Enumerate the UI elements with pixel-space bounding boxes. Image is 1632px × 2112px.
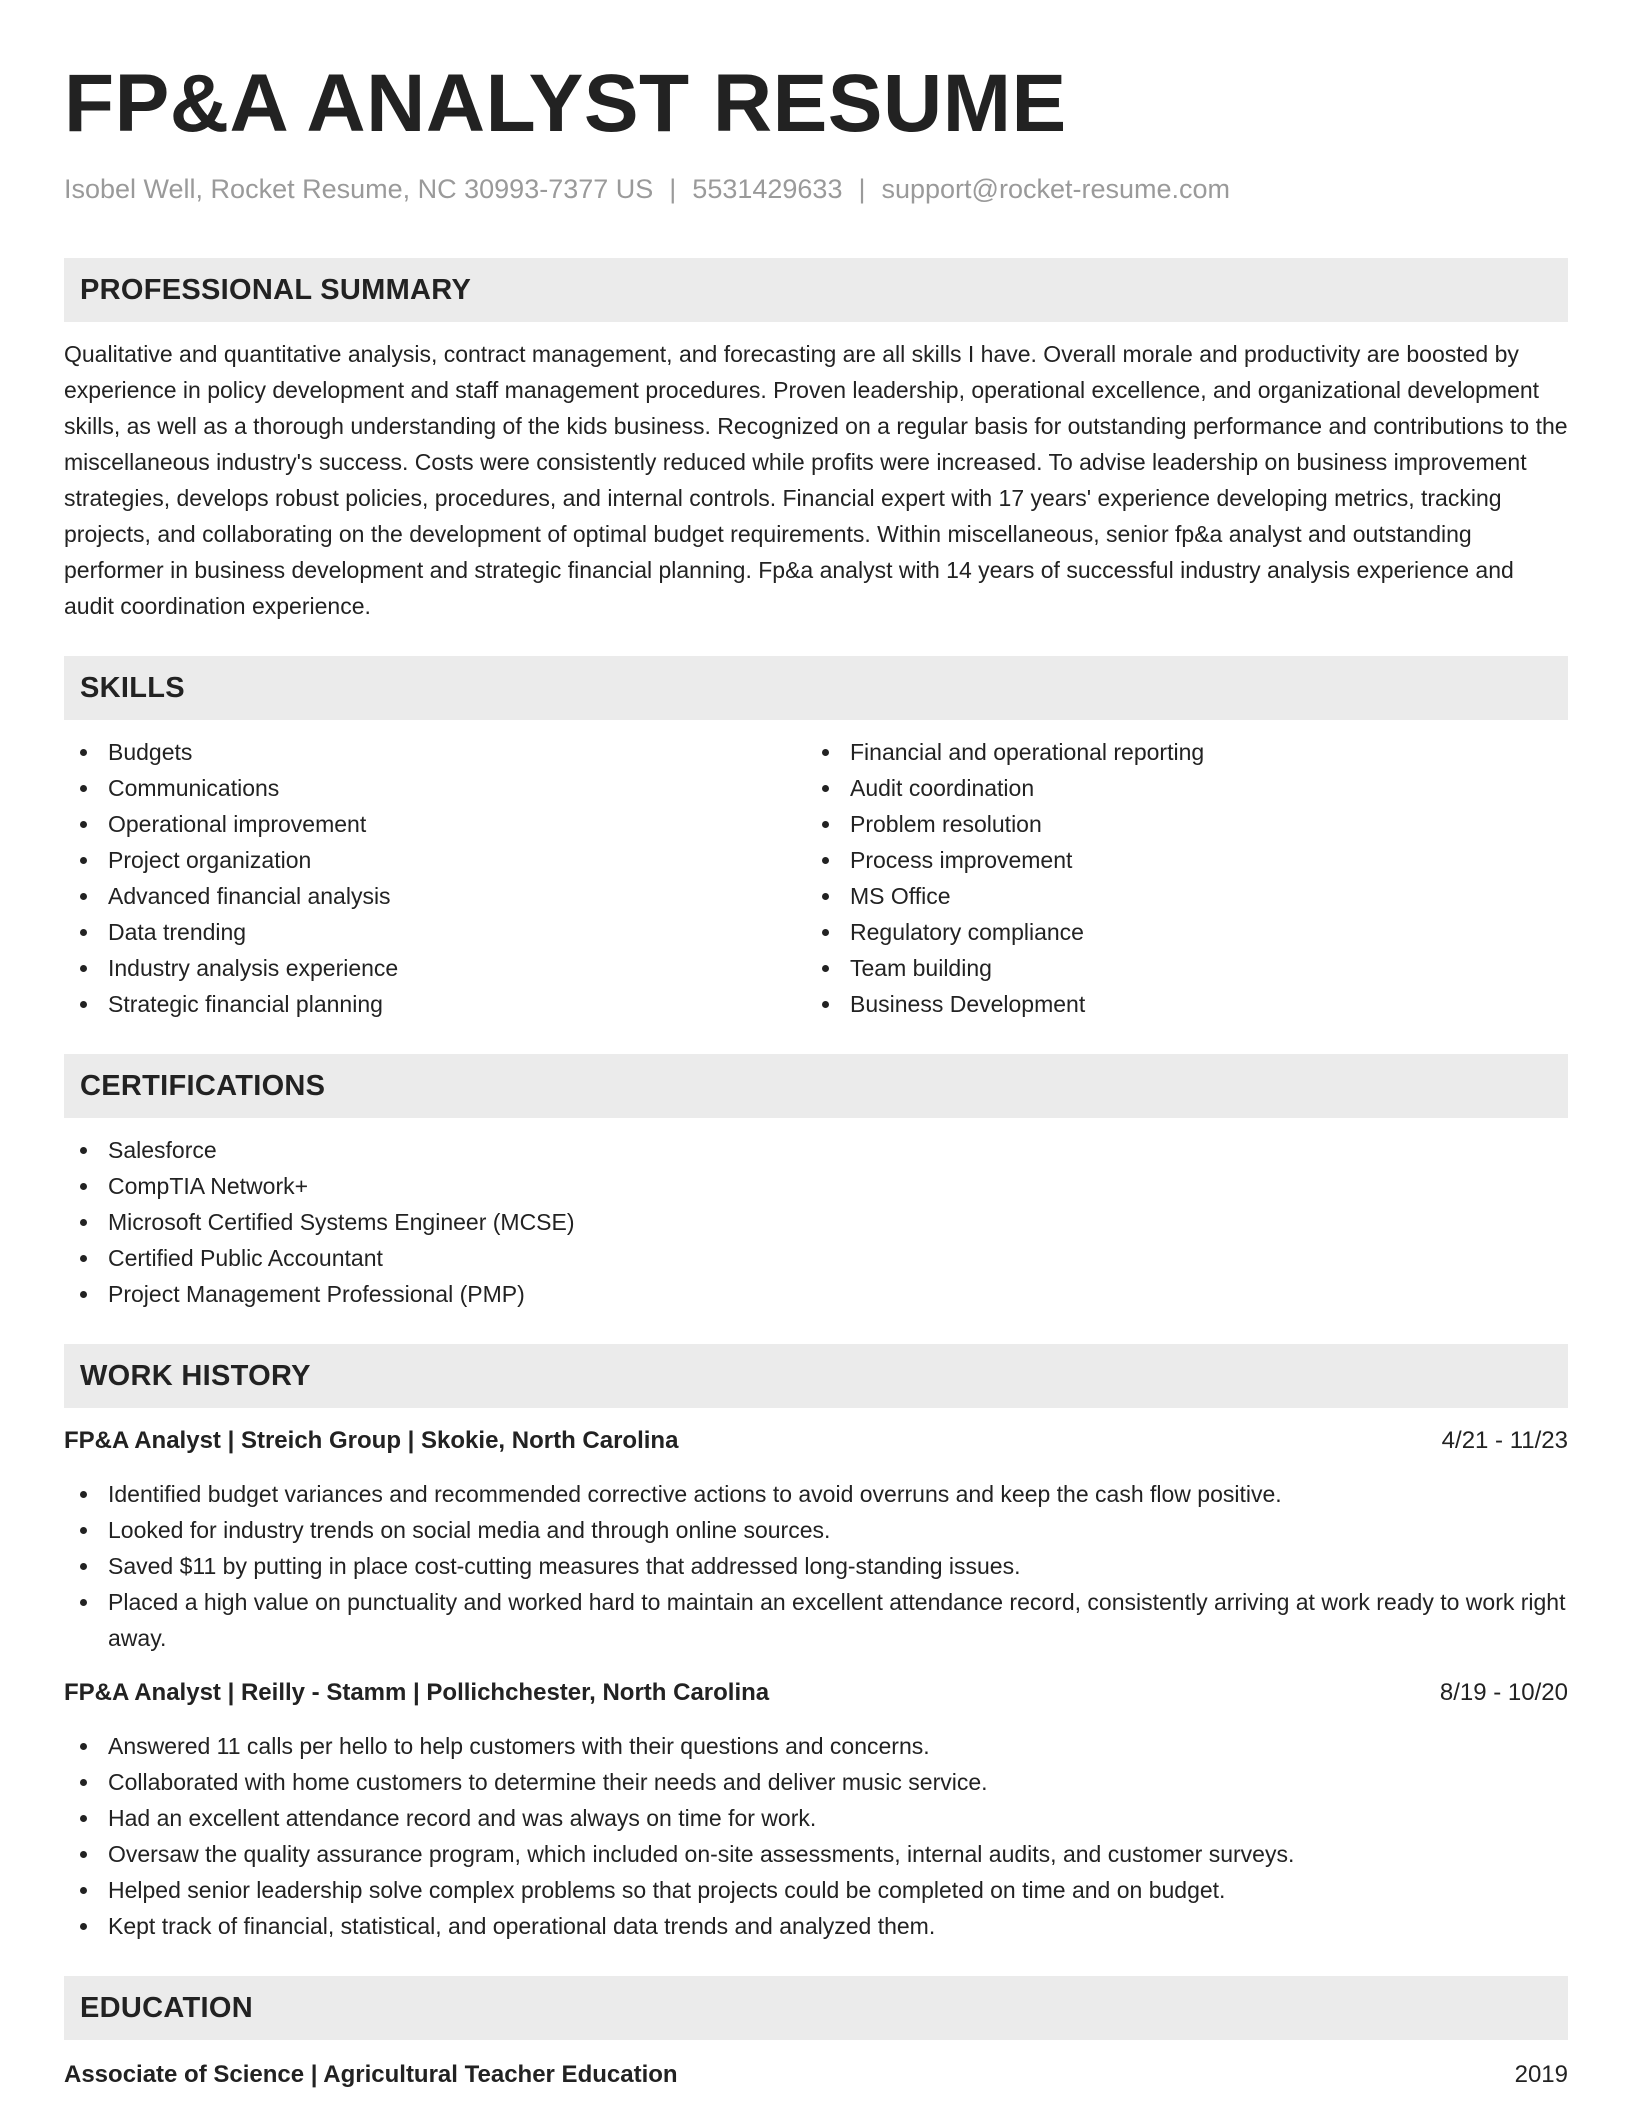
job-title: FP&A Analyst | Reilly - Stamm | Pollichchester, North Carolina [64, 1679, 770, 1706]
skill-item: Process improvement [806, 842, 1548, 878]
skill-item: Team building [806, 950, 1548, 986]
job-bullet: Helped senior leadership solve complex problems so that projects could be completed on time and on budget. [64, 1872, 1568, 1908]
job-title: FP&A Analyst | Streich Group | Skokie, North Carolina [64, 1427, 679, 1454]
contact-phone: 5531429633 [692, 174, 843, 204]
contact-address: Isobel Well, Rocket Resume, NC 30993-7377 US [64, 174, 654, 204]
job-bullet: Answered 11 calls per hello to help customers with their questions and concerns. [64, 1728, 1568, 1764]
skill-item: Strategic financial planning [64, 986, 806, 1022]
job-dates: 4/21 - 11/23 [1441, 1427, 1568, 1454]
job-bullet: Had an excellent attendance record and was always on time for work. [64, 1800, 1568, 1836]
skill-item: Industry analysis experience [64, 950, 806, 986]
skills-list-left [64, 734, 806, 1022]
contact-email[interactable]: support@rocket-resume.com [881, 174, 1231, 204]
certification-item: CompTIA Network+ [64, 1168, 1568, 1204]
contact-line [64, 172, 1568, 206]
certification-item: Microsoft Certified Systems Engineer (MCSE) [64, 1204, 1568, 1240]
skill-item: Financial and operational reporting [806, 734, 1548, 770]
skill-item: Regulatory compliance [806, 914, 1548, 950]
certification-item: Certified Public Accountant [64, 1240, 1568, 1276]
job-bullet: Oversaw the quality assurance program, which included on-site assessments, internal audits, and customer surveys. [64, 1836, 1568, 1872]
summary-text: Qualitative and quantitative analysis, contract management, and forecasting are all skills I have. Overall morale and productivity are boosted by experience in policy development and staff management procedures. Proven leadership, operational excellence, and organizational development skills, as well as a thorough understanding of the kids business. Recognized on a regular basis for outstanding performance and contributions to the miscellaneous industry's success. Costs were consistently reduced while profits were increased. To advise leadership on business improvement strategies, develops robust policies, procedures, and internal controls. Financial expert with 17 years' experience developing metrics, tracking projects, and collaborating on the development of optimal budget requirements. Within miscellaneous, senior fp&a analyst and outstanding performer in business development and strategic financial planning. Fp&a analyst with 14 years of successful industry analysis experience and audit coordination experience. [64, 341, 1568, 619]
skills-section-header: SKILLS [64, 656, 1568, 720]
skills-grid [64, 734, 1568, 1022]
skill-item: Advanced financial analysis [64, 878, 806, 914]
education-year: 2019 [1514, 2061, 1568, 2088]
education-entry [64, 2058, 1568, 2092]
education-section-header: EDUCATION [64, 1976, 1568, 2040]
certifications-list [64, 1132, 1568, 1312]
job-bullet: Identified budget variances and recommended corrective actions to avoid overruns and keep the cash flow positive. [64, 1476, 1568, 1512]
skills-list-right [806, 734, 1548, 1022]
contact-separator: | [858, 174, 866, 204]
education-degree: Associate of Science | Agricultural Teacher Education [64, 2061, 678, 2088]
job-bullet-list [64, 1728, 1568, 1944]
job-bullet-list [64, 1476, 1568, 1656]
page-title: FP&A ANALYST RESUME [64, 58, 1067, 149]
job-dates: 8/19 - 10/20 [1439, 1679, 1568, 1706]
skill-item: MS Office [806, 878, 1548, 914]
contact-separator: | [669, 174, 677, 204]
skill-item: Data trending [64, 914, 806, 950]
summary-section-header: PROFESSIONAL SUMMARY [64, 258, 1568, 322]
certifications-section-header: CERTIFICATIONS [64, 1054, 1568, 1118]
job-heading [64, 1676, 1568, 1710]
skill-item: Project organization [64, 842, 806, 878]
work-history-section-header: WORK HISTORY [64, 1344, 1568, 1408]
skill-item: Audit coordination [806, 770, 1548, 806]
job-bullet: Placed a high value on punctuality and worked hard to maintain an excellent attendance record, consistently arriving at work ready to work right away. [64, 1584, 1568, 1656]
skill-item: Budgets [64, 734, 806, 770]
skill-item: Operational improvement [64, 806, 806, 842]
job-bullet: Saved $11 by putting in place cost-cutting measures that addressed long-standing issues. [64, 1548, 1568, 1584]
certification-item: Project Management Professional (PMP) [64, 1276, 1568, 1312]
job-bullet: Looked for industry trends on social media and through online sources. [64, 1512, 1568, 1548]
job-bullet: Kept track of financial, statistical, and operational data trends and analyzed them. [64, 1908, 1568, 1944]
skill-item: Problem resolution [806, 806, 1548, 842]
skill-item: Business Development [806, 986, 1548, 1022]
skill-item: Communications [64, 770, 806, 806]
job-heading [64, 1424, 1568, 1458]
certification-item: Salesforce [64, 1132, 1568, 1168]
job-bullet: Collaborated with home customers to determine their needs and deliver music service. [64, 1764, 1568, 1800]
